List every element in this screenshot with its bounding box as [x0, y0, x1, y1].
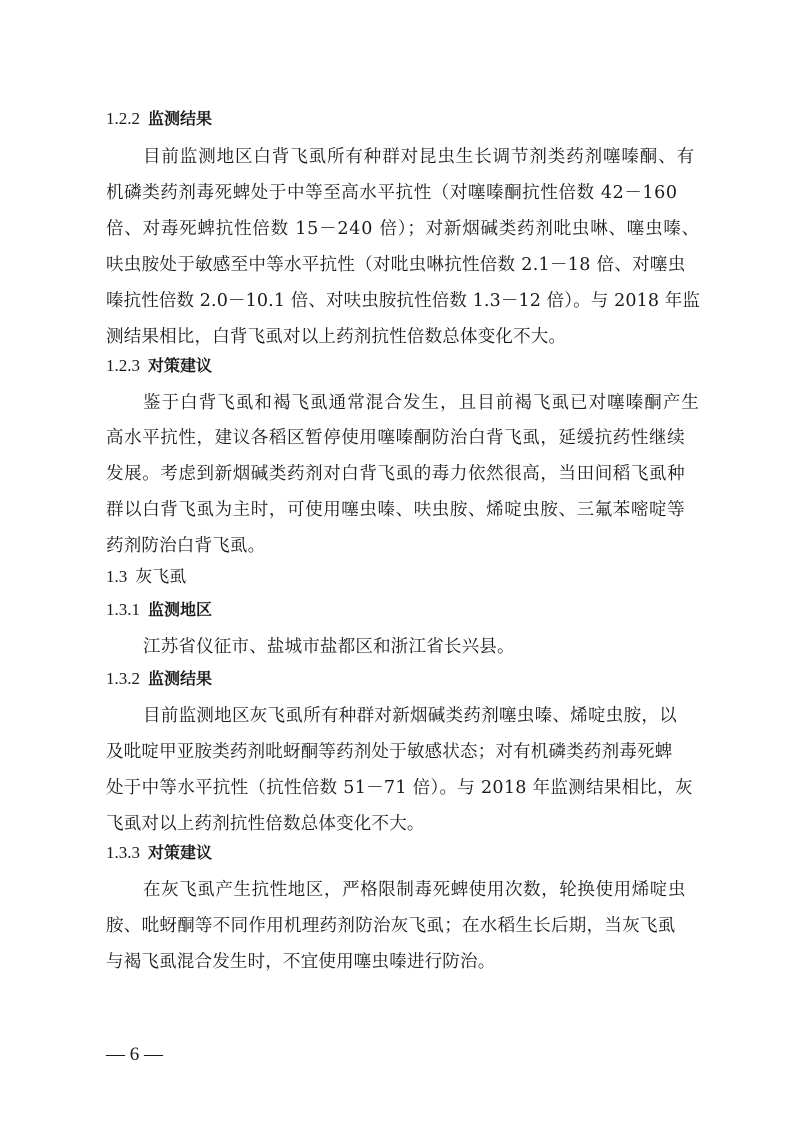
paragraph-line: 呋虫胺处于敏感至中等水平抗性（对吡虫啉抗性倍数 2.1－18 倍、对噻虫: [106, 255, 686, 275]
paragraph-line: 鉴于白背飞虱和褐飞虱通常混合发生，且目前褐飞虱已对噻嗪酮产生: [143, 393, 700, 413]
paragraph-line: 胺、吡蚜酮等不同作用机理药剂防治灰飞虱；在水稻生长后期，当灰飞虱: [106, 916, 676, 936]
paragraph-line: 发展。考虑到新烟碱类药剂对白背飞虱的毒力依然很高，当田间稻飞虱种: [106, 464, 686, 484]
paragraph-line: 药剂防治白背飞虱。: [106, 536, 266, 556]
paragraph-line: 倍、对毒死蜱抗性倍数 15－240 倍）；对新烟碱类药剂吡虫啉、噻虫嗪、: [106, 219, 700, 239]
paragraph-line: 及吡啶甲亚胺类药剂吡蚜酮等药剂处于敏感状态；对有机磷类药剂毒死蜱: [106, 742, 673, 762]
paragraph-line: 机磷类药剂毒死蜱处于中等至高水平抗性（对噻嗪酮抗性倍数 42－160: [106, 183, 678, 203]
paragraph-line: 与褐飞虱混合发生时，不宜使用噻虫嗪进行防治。: [106, 952, 496, 972]
paragraph-line: 高水平抗性，建议各稻区暂停使用噻嗪酮防治白背飞虱，延缓抗药性继续: [106, 428, 686, 448]
paragraph-line: 处于中等水平抗性（抗性倍数 51－71 倍）。与 2018 年监测结果相比，灰: [106, 778, 693, 798]
paragraph-line: 目前监测地区灰飞虱所有种群对新烟碱类药剂噻虫嗪、烯啶虫胺，以: [143, 706, 677, 726]
paragraph-line: 飞虱对以上药剂抗性倍数总体变化不大。: [106, 814, 425, 834]
paragraph-line: 目前监测地区白背飞虱所有种群对昆虫生长调节剂类药剂噻嗪酮、有: [143, 147, 695, 167]
section-heading-1-3: 1.3 灰飞虱: [106, 567, 187, 587]
section-heading-1-3-2: 1.3.2 监测结果: [106, 669, 213, 688]
page-number: — 6 —: [106, 1044, 163, 1065]
section-heading-1-3-1: 1.3.1 监测地区: [106, 600, 213, 619]
section-heading-1-2-2: 1.2.2 监测结果: [106, 109, 213, 128]
paragraph-line: 测结果相比，白背飞虱对以上药剂抗性倍数总体变化不大。: [106, 327, 567, 347]
paragraph-line: 嗪抗性倍数 2.0－10.1 倍、对呋虫胺抗性倍数 1.3－12 倍）。与 2018 年监: [106, 291, 701, 311]
paragraph-line: 群以白背飞虱为主时，可使用噻虫嗪、呋虫胺、烯啶虫胺、三氟苯嘧啶等: [106, 500, 686, 520]
section-heading-1-2-3: 1.2.3 对策建议: [106, 356, 213, 375]
paragraph-line: 在灰飞虱产生抗性地区，严格限制毒死蜱使用次数，轮换使用烯啶虫: [143, 880, 686, 900]
paragraph-line: 江苏省仪征市、盐城市盐都区和浙江省长兴县。: [143, 637, 515, 657]
section-heading-1-3-3: 1.3.3 对策建议: [106, 843, 213, 862]
